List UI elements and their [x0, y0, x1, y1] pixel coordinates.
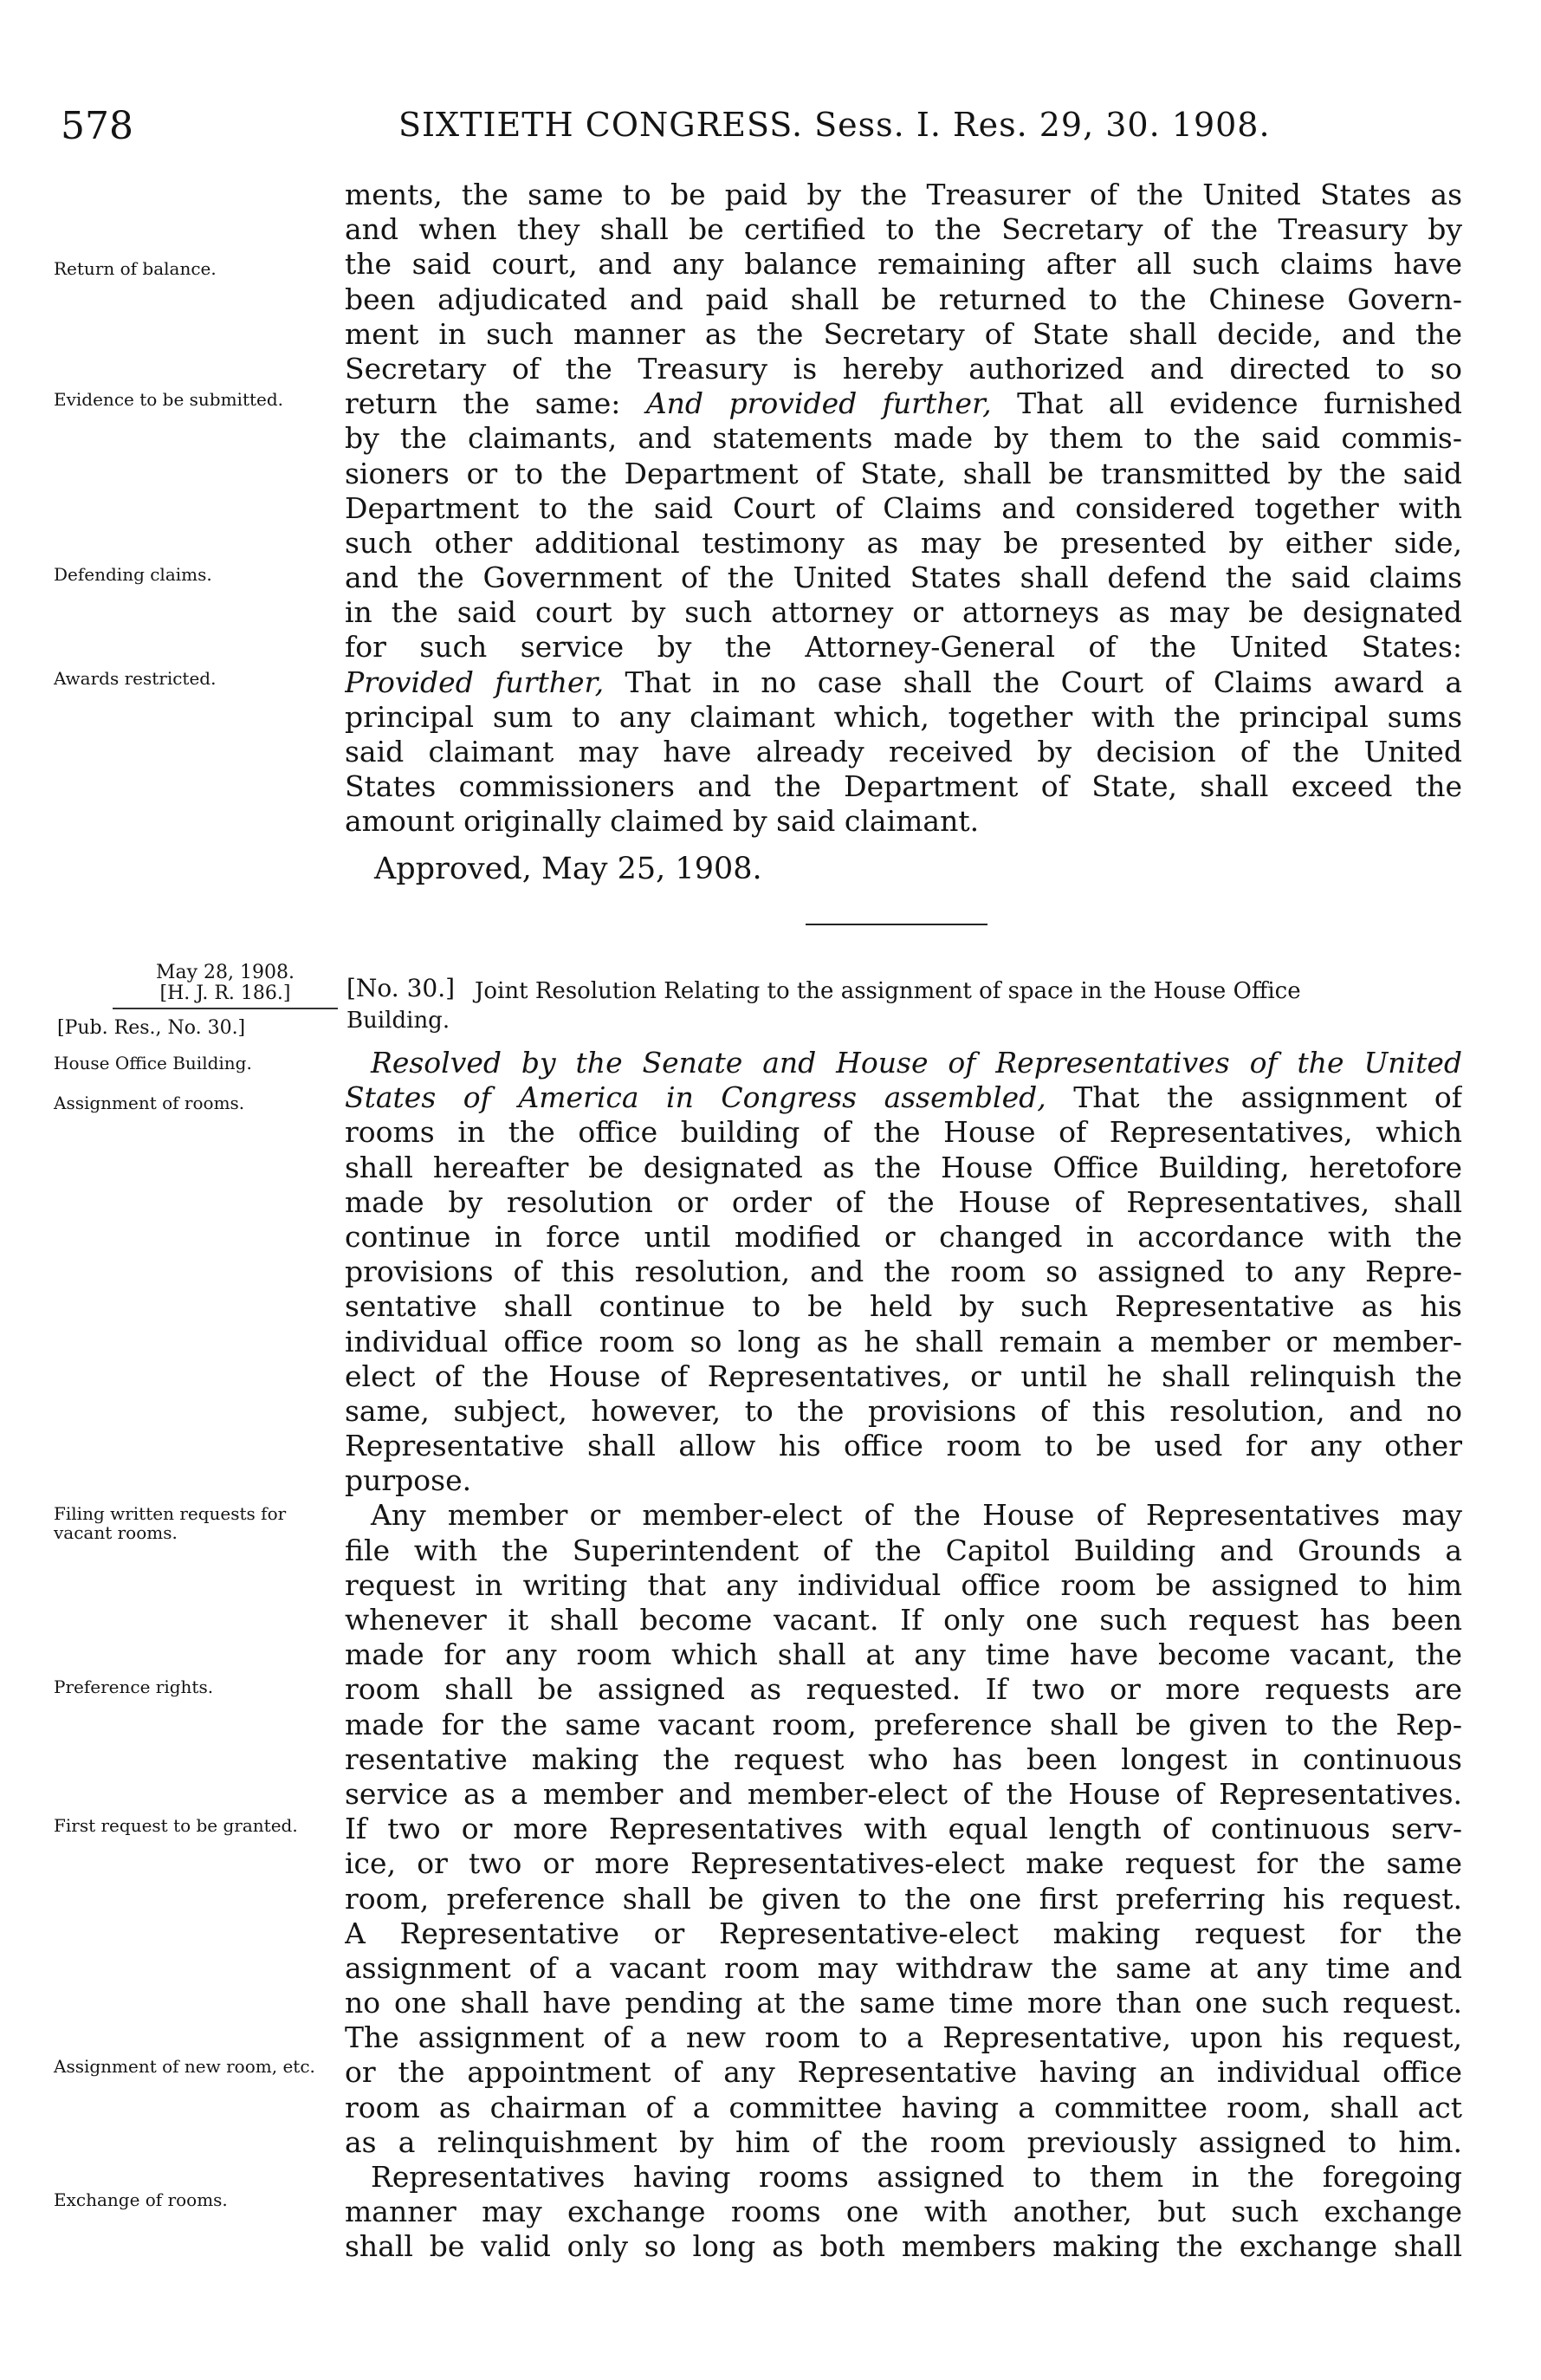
text-line: made for the same vacant room, preference shall be given to the Rep- [345, 1707, 1462, 1741]
text-line: elect of the House of Representatives, or until he shall relinquish the [345, 1359, 1462, 1393]
text-line: for such service by the Attorney-General of the United States: [345, 630, 1462, 665]
text-line: principal sum to any claimant which, together with the principal sums [345, 699, 1462, 734]
text-line: no one shall have pending at the same time more than one such request. [345, 1986, 1462, 2020]
side-note-first-request: First request to be granted. [54, 1815, 298, 1836]
enacting-clause-line: Resolved by the Senate and House of Representatives of the United [371, 1046, 1462, 1080]
text-line: and when they shall be certified to the Secretary of the Treasury by [345, 212, 1462, 247]
res29-body [345, 178, 1462, 840]
text-line: assignment of a vacant room may withdraw the same at any time and [345, 1950, 1462, 1985]
text-line: said claimant may have already received by decision of the United [345, 735, 1462, 768]
side-note-defending-claims: Defending claims. [54, 564, 212, 585]
text-line: request in writing that any individual office room be assigned to him [345, 1567, 1462, 1602]
text-line: as a relinquishment by him of the room previously assigned to him. [345, 2124, 1462, 2159]
text-line: made for any room which shall at any time have become vacant, the [345, 1637, 1462, 1672]
text-line: by the claimants, and statements made by them to the said commis- [345, 421, 1462, 456]
text-line: Representatives having rooms assigned to them in the foregoing [371, 2160, 1462, 2194]
text-line: shall be valid only so long as both members making the exchange shall [345, 2229, 1462, 2264]
approved-date: Approved, May 25, 1908. [374, 852, 762, 886]
side-note-filing-requests: Filing written requests for vacant rooms. [54, 1503, 287, 1543]
text-line: ments, the same to be paid by the Treasurer of the United States as [345, 178, 1462, 211]
text-line: shall hereafter be designated as the House Office Building, heretofore [345, 1150, 1462, 1184]
section-divider [806, 924, 987, 925]
text-line: Secretary of the Treasury is hereby authorized and directed to so [345, 351, 1462, 386]
text-fragment: return the same: [345, 386, 621, 421]
text-line: Department to the said Court of Claims and considered together with [345, 490, 1462, 525]
text-line: in the said court by such attorney or attorneys as may be designated [345, 595, 1462, 630]
text-line: The assignment of a new room to a Representative, upon his request, [345, 2020, 1462, 2055]
text-line: whenever it shall become vacant. If only one such request has been [345, 1603, 1462, 1637]
text-line: amount originally claimed by said claimant. [345, 804, 980, 839]
side-note-awards-restricted: Awards restricted. [54, 668, 217, 689]
text-line: Representative shall allow his office room to be used for any other [345, 1429, 1462, 1463]
text-line: service as a member and member-elect of the House of Representatives. [345, 1776, 1462, 1811]
text-line: ment in such manner as the Secretary of State shall decide, and the [345, 316, 1462, 351]
bill-number: [H. J. R. 186.] [113, 983, 338, 1009]
text-line: individual office room so long as he shall remain a member or member- [345, 1324, 1462, 1359]
text-line: purpose. [345, 1463, 472, 1498]
text-line: or the appointment of any Representative having an individual office [345, 2055, 1462, 2090]
text-line: room shall be assigned as requested. If two or more requests are [345, 1672, 1462, 1707]
resolution-date-block [57, 962, 338, 1039]
side-note-evidence: Evidence to be submitted. [54, 389, 284, 410]
italic-phrase: Provided further, [345, 665, 605, 699]
text-line: ice, or two or more Representatives-elect make request for the same [345, 1846, 1462, 1881]
text-line: manner may exchange rooms one with another, but such exchange [345, 2195, 1462, 2229]
text-line: resentative making the request who has been longest in continuous [345, 1741, 1462, 1776]
text-line: and the Government of the United States shall defend the said claims [345, 561, 1462, 595]
text-line: been adjudicated and paid shall be returned to the Chinese Govern- [345, 282, 1462, 316]
text-line: A Representative or Representative-elect making request for the [345, 1916, 1462, 1950]
side-note-assignment-of-rooms: Assignment of rooms. [54, 1093, 245, 1113]
resolution-title-line: Building. [346, 1008, 450, 1034]
side-note-house-office-building: House Office Building. [54, 1053, 252, 1073]
text-line: Any member or member-elect of the House of Representatives may [371, 1498, 1462, 1533]
text-line: sioners or to the Department of State, shall be transmitted by the said [345, 456, 1462, 490]
running-head: SIXTIETH CONGRESS. Sess. I. Res. 29, 30. 1908. [398, 106, 1271, 144]
page-number: 578 [61, 104, 133, 148]
text-fragment: That the assignment of [1073, 1080, 1462, 1115]
text-line: such other additional testimony as may be presented by either side, [345, 525, 1462, 560]
text-fragment: That all evidence furnished [1017, 386, 1462, 421]
side-note-assignment-new-room: Assignment of new room, etc. [54, 2056, 315, 2077]
text-line: provisions of this resolution, and the room so assigned to any Repre- [345, 1255, 1462, 1289]
resolution-number: [No. 30.] [346, 974, 456, 1002]
text-line-mixed [345, 386, 1462, 421]
italic-phrase: States of America in Congress assembled, [345, 1080, 1046, 1115]
text-line: rooms in the office building of the House of Representatives, which [345, 1115, 1462, 1150]
side-note-preference-rights: Preference rights. [54, 1676, 214, 1697]
text-line: continue in force until modified or changed in accordance with the [345, 1219, 1462, 1254]
res30-body [345, 1046, 1462, 2265]
italic-phrase: And provided further, [645, 386, 992, 421]
text-line: room as chairman of a committee having a committee room, shall act [345, 2090, 1462, 2124]
text-line: the said court, and any balance remaining after all such claims have [345, 247, 1462, 282]
text-line: made by resolution or order of the House of Representatives, shall [345, 1184, 1462, 1219]
text-line: same, subject, however, to the provisions of this resolution, and no [345, 1393, 1462, 1428]
text-line: States commissioners and the Department of State, shall exceed the [345, 769, 1462, 804]
text-line: file with the Superintendent of the Capitol Building and Grounds a [345, 1533, 1462, 1567]
public-resolution-number: [Pub. Res., No. 30.] [57, 1017, 246, 1039]
text-fragment: That in no case shall the Court of Claims award a [625, 665, 1462, 699]
resolution-date: May 28, 1908. [155, 962, 295, 983]
resolution-title-line: Joint Resolution Relating to the assignment of space in the House Office [475, 978, 1301, 1004]
side-note-exchange-of-rooms: Exchange of rooms. [54, 2189, 228, 2210]
text-line: sentative shall continue to be held by such Representative as his [345, 1289, 1462, 1324]
enacting-clause-line [345, 1080, 1462, 1115]
page-header [61, 104, 1455, 156]
text-line: If two or more Representatives with equal length of continuous serv- [345, 1812, 1462, 1846]
text-line: room, preference shall be given to the one first preferring his request. [345, 1881, 1462, 1916]
side-note-return-of-balance: Return of balance. [54, 258, 217, 279]
text-line-mixed [345, 665, 1462, 700]
